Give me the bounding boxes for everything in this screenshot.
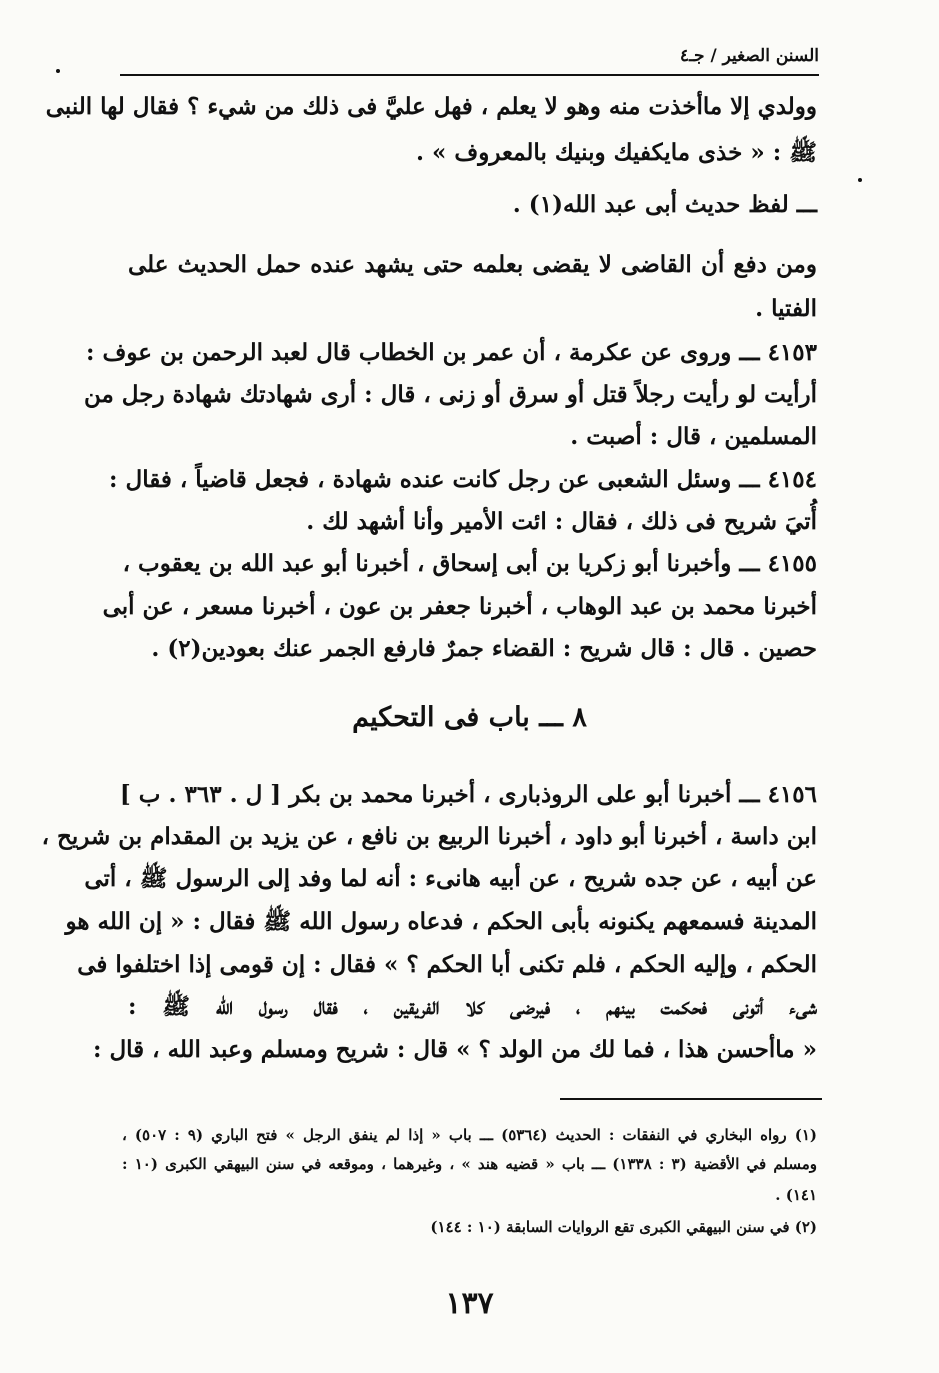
footnote-line: (٢) في سنن البيهقي الكبرى تقع الروايات السابقة (١٠ : ١٤٤) [430, 1218, 817, 1236]
text-line: ـــ لفظ حديث أبى عبد الله(١) . [512, 191, 817, 218]
text-line: حصين . قال : قال شريح : القضاء جمرٌ فارفع الجمر عنك بعودين(٢) . [151, 635, 817, 662]
text-line: ٤١٥٥ ـــ وأخبرنا أبو زكريا بن أبى إسحاق ، أخبرنا أبو عبد الله بن يعقوب ، [122, 550, 817, 577]
text-line: أُتيَ شريح فى ذلك ، فقال : ائت الأمير وأنا أشهد لك . [306, 508, 817, 535]
section-title: ٨ ـــ باب فى التحكيم [352, 702, 587, 733]
text-line: وولدي إلا ماأخذت منه وهو لا يعلم ، فهل عليَّ فى ذلك من شيء ؟ فقال لها النبى [45, 93, 817, 120]
running-header [120, 44, 819, 76]
text-line: ﷺ : « خذى مايكفيك وبنيك بالمعروف » . [416, 139, 817, 166]
text-line: المسلمين ، قال : أصبت . [570, 423, 817, 450]
text-line: أخبرنا محمد بن عبد الوهاب ، أخبرنا جعفر بن عون ، أخبرنا مسعر ، عن أبى [102, 593, 817, 620]
header-title: السنن الصغير / جـ٤ [679, 46, 819, 66]
text-line: ٤١٥٤ ـــ وسئل الشعبى عن رجل كانت عنده شهادة ، فجعل قاضياً ، فقال : [109, 466, 817, 493]
text-line: ٤١٥٣ ـــ وروى عن عكرمة ، أن عمر بن الخطاب قال لعبد الرحمن بن عوف : [86, 339, 817, 366]
text-line: ٤١٥٦ ـــ أخبرنا أبو على الروذبارى ، أخبرنا محمد بن بكر [ ل . ٣٦٣ . ب ] [119, 781, 817, 808]
footnote-rule [560, 1098, 822, 1100]
footnote-line: ومسلم في الأقضية (٣ : ١٣٣٨) ـــ باب « قضيه هند » ، وغيرهما ، وموقعه في سنن البيهقي الكبرى (١٠ : [122, 1155, 818, 1173]
text-line: ابن داسة ، أخبرنا أبو داود ، أخبرنا الربيع بن نافع ، عن يزيد بن المقدام بن شريح ، [41, 823, 817, 850]
speck [858, 178, 862, 182]
text-line: المدينة فسمعهم يكنونه بأبى الحكم ، فدعاه رسول الله ﷺ فقال : « إن الله هو [65, 908, 817, 935]
text-line: شىء أتونى فحكمت بينهم ، فيرضى كلا الفريقين ، فقال رسول الله ﷺ : [128, 993, 817, 1020]
footnote-line: (١) رواه البخاري في النفقات : الحديث (٥٣٦٤) ـــ باب « إذا لم ينفق الرجل » فتح الباري (٩ : ٥٠٧) ، [122, 1126, 817, 1144]
text-line: « ماأحسن هذا ، فما لك من الولد ؟ » قال : شريح ومسلم وعبد الله ، قال : [92, 1036, 817, 1063]
text-line: أرأيت لو رأيت رجلاً قتل أو سرق أو زنى ، قال : أرى شهادتك شهادة رجل من [83, 381, 817, 408]
text-line: عن أبيه ، عن جده شريح ، عن أبيه هانىء : أنه لما وفد إلى الرسول ﷺ ، أتى [84, 865, 817, 892]
text-line: الحكم ، وإليه الحكم ، فلم تكنى أبا الحكم ؟ » فقال : إن قومى إذا اختلفوا فى [77, 951, 817, 978]
page-number: ١٣٧ [445, 1286, 494, 1321]
footnote-line: ١٤١) . [775, 1186, 817, 1204]
text-line: ومن دفع أن القاضى لا يقضى بعلمه حتى يشهد عنده حمل الحديث على [128, 251, 817, 278]
speck [56, 69, 60, 73]
text-line: الفتيا . [755, 295, 817, 322]
